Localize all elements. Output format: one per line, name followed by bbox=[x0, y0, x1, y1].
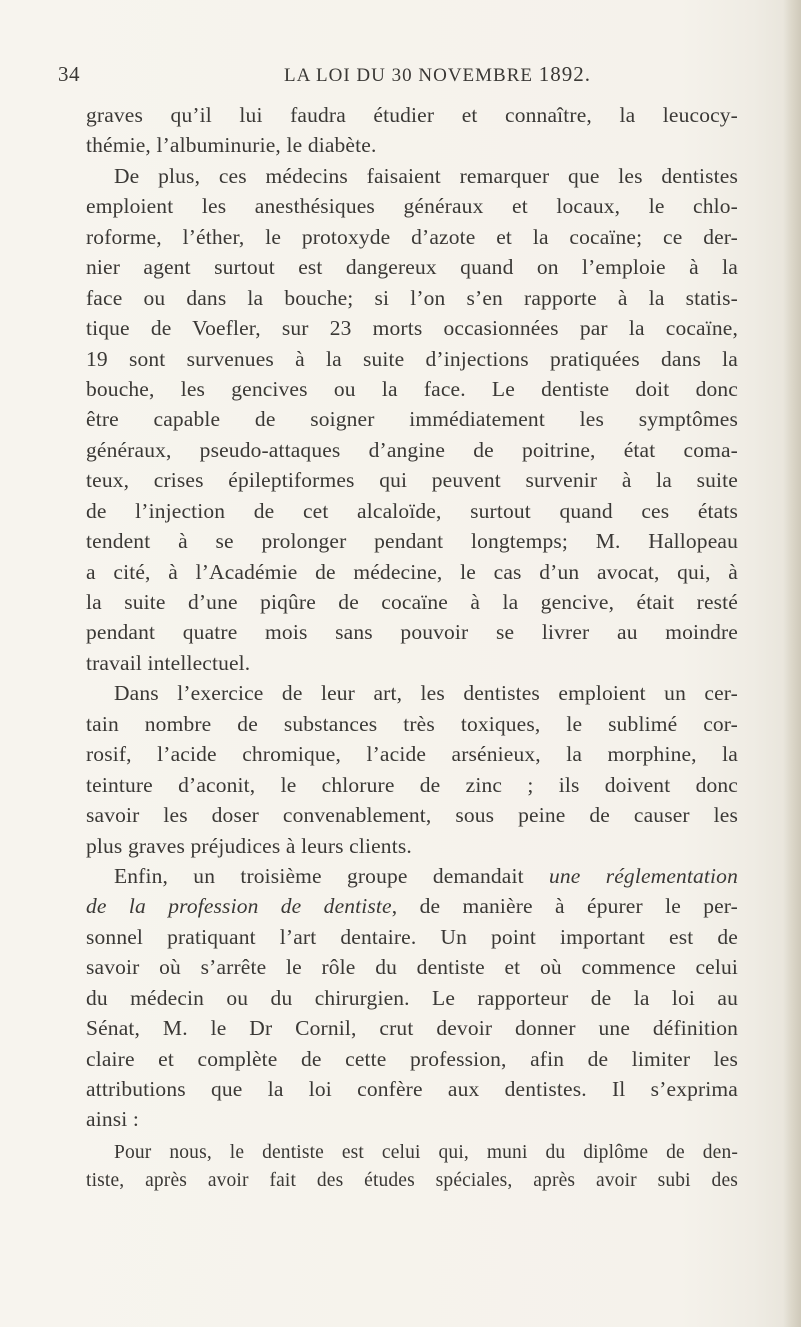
text-line: Sénat, M. le Dr Cornil, crut devoir donner une définition bbox=[86, 1016, 738, 1041]
text-line: a cité, à l’Académie de médecine, le cas d’un avocat, qui, à bbox=[86, 559, 738, 584]
quote-line: tiste, après avoir fait des études spéciales, après avoir subi des bbox=[86, 1169, 738, 1191]
text-run: Enfin, un troisième groupe demandait bbox=[114, 863, 549, 888]
italic-run: une réglementation bbox=[548, 863, 738, 888]
text-line: Dans l’exercice de leur art, les dentistes emploient un cer- bbox=[114, 681, 738, 706]
running-title-text: LA LOI DU 30 NOVEMBRE bbox=[284, 65, 533, 86]
text-line: du médecin ou du chirurgien. Le rapporteur de la loi au bbox=[86, 985, 738, 1010]
quote-line: Pour nous, le dentiste est celui qui, muni du diplôme de den- bbox=[114, 1141, 738, 1163]
text-line: tendent à se prolonger pendant longtemps; M. Hallopeau bbox=[86, 529, 738, 554]
text-line: teinture d’aconit, le chlorure de zinc ; ils doivent donc bbox=[86, 772, 738, 797]
text-line: pendant quatre mois sans pouvoir se livrer au moindre bbox=[86, 620, 738, 645]
text-line: attributions que la loi confère aux dentistes. Il s’exprima bbox=[86, 1077, 738, 1101]
text-line: graves qu’il lui faudra étudier et connaître, la leucocy- bbox=[86, 103, 738, 127]
text-line bbox=[86, 891, 738, 921]
text-line: De plus, ces médecins faisaient remarquer que les dentistes bbox=[114, 163, 738, 188]
text-line: emploient les anesthésiques généraux et locaux, le chlo- bbox=[86, 194, 738, 219]
text-line: tain nombre de substances très toxiques, le sublimé cor- bbox=[86, 711, 738, 736]
text-line: 19 sont survenues à la suite d’injections pratiquées dans la bbox=[86, 346, 738, 371]
text-line: généraux, pseudo-attaques d’angine de poitrine, état coma- bbox=[86, 437, 738, 462]
text-line: être capable de soigner immédiatement les symptômes bbox=[86, 407, 738, 432]
text-line: savoir où s’arrête le rôle du dentiste et où commence celui bbox=[86, 955, 738, 980]
text-line: face ou dans la bouche; si l’on s’en rapporte à la statis- bbox=[86, 285, 738, 310]
text-line: sonnel pratiquant l’art dentaire. Un point important est de bbox=[86, 924, 738, 949]
text-run: , de manière à épurer le per- bbox=[391, 894, 738, 919]
text-line: bouche, les gencives ou la face. Le dentiste doit donc bbox=[86, 376, 738, 401]
text-line: plus graves préjudices à leurs clients. bbox=[86, 833, 412, 858]
text-line: roforme, l’éther, le protoxyde d’azote et la cocaïne; ce der- bbox=[86, 224, 738, 249]
text-line: de l’injection de cet alcaloïde, surtout quand ces états bbox=[86, 498, 738, 523]
page-header bbox=[58, 62, 738, 92]
text-line: nier agent surtout est dangereux quand on l’emploie à la bbox=[86, 255, 738, 280]
page-edge-shadow bbox=[783, 0, 801, 1327]
quotation bbox=[86, 1139, 738, 1195]
running-title bbox=[284, 62, 591, 87]
text-line: thémie, l’albuminurie, le diabète. bbox=[86, 133, 377, 158]
text-line bbox=[86, 861, 738, 891]
text-line: rosif, l’acide chromique, l’acide arsénieux, la morphine, la bbox=[86, 742, 738, 767]
running-title-year: 1892. bbox=[538, 62, 591, 86]
body-text bbox=[86, 100, 738, 1195]
text-line: teux, crises épileptiformes qui peuvent survenir à la suite bbox=[86, 468, 738, 493]
text-line: claire et complète de cette profession, afin de limiter les bbox=[86, 1046, 738, 1071]
page-number: 34 bbox=[58, 62, 80, 86]
italic-run: de la profession de dentiste bbox=[86, 894, 392, 919]
text-line: ainsi : bbox=[86, 1107, 140, 1132]
text-line: la suite d’une piqûre de cocaïne à la gencive, était resté bbox=[86, 590, 738, 614]
text-line: savoir les doser convenablement, sous peine de causer les bbox=[86, 803, 738, 828]
text-line: tique de Voefler, sur 23 morts occasionnées par la cocaïne, bbox=[86, 316, 738, 341]
text-line: travail intellectuel. bbox=[86, 650, 251, 675]
